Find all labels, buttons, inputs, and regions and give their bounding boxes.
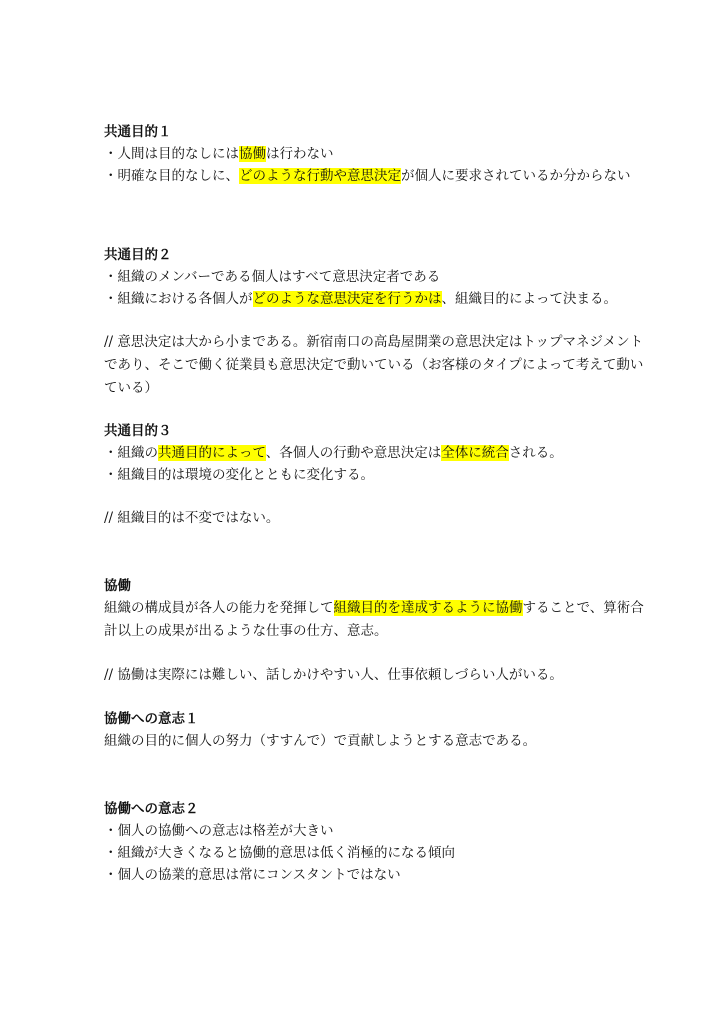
- section-heading: 共通目的１: [104, 124, 172, 140]
- highlighted-text: 共通目的によって: [158, 445, 266, 461]
- bullet-line: ・組織目的は環境の変化とともに変化する。: [104, 467, 374, 483]
- section-heading: 共通目的３: [104, 423, 172, 439]
- text-span: ・明確な目的なしに、: [104, 168, 239, 184]
- bullet-line: [104, 165, 644, 187]
- note-line: ている）: [104, 380, 158, 396]
- note-line: // 組織目的は不変ではない。: [104, 510, 280, 526]
- spacer: [104, 187, 644, 244]
- section-heading: 協働: [104, 578, 131, 594]
- note-line: であり、そこで働く従業員も意思決定で動いている（お客様のタイプによって考えて動い: [104, 357, 644, 373]
- bullet-line: [104, 442, 644, 464]
- highlighted-text: 組織目的を達成するように協働: [333, 600, 523, 616]
- section-heading: 共通目的２: [104, 247, 172, 263]
- spacer: [104, 686, 644, 708]
- spacer: [104, 310, 644, 331]
- text-span: することで、算術合: [522, 600, 644, 616]
- body-line: 計以上の成果が出るような仕事の仕方、意志。: [104, 623, 388, 639]
- body-line: [104, 597, 644, 620]
- text-span: される。: [508, 445, 563, 461]
- bullet-line: ・個人の協働への意志は格差が大きい: [104, 823, 334, 839]
- spacer: [104, 486, 644, 507]
- text-span: 、組織目的によって決まる。: [441, 291, 617, 307]
- highlighted-text: 協働: [239, 146, 266, 162]
- bullet-line: [104, 143, 644, 165]
- bullet-line: [104, 288, 644, 310]
- spacer: [104, 752, 644, 798]
- text-span: 、各個人の行動や意思決定は: [265, 445, 442, 461]
- highlighted-text: 全体に統合: [441, 445, 509, 461]
- text-span: ・組織における各個人が: [104, 291, 253, 307]
- spacer: [104, 529, 644, 575]
- highlighted-text: どのような行動や意思決定: [239, 168, 401, 184]
- section-heading: 協働への意志２: [104, 801, 199, 817]
- spacer: [104, 643, 644, 664]
- text-span: 組織の構成員が各人の能力を発揮して: [104, 600, 334, 616]
- bullet-line: ・組織のメンバーである個人はすべて意思決定者である: [104, 269, 441, 285]
- bullet-line: ・組織が大きくなると協働的意思は低く消極的になる傾向: [104, 845, 455, 861]
- highlighted-text: どのような意思決定を行うかは: [252, 291, 442, 307]
- text-span: ・組織の: [104, 445, 158, 461]
- note-line: // 協働は実際には難しい、話しかけやすい人、仕事依頼しづらい人がいる。: [104, 667, 563, 683]
- text-span: ・人間は目的なしには: [104, 146, 239, 162]
- note-line: // 意思決定は大から小まである。新宿南口の高島屋開業の意思決定はトップマネジメント: [104, 334, 644, 350]
- spacer: [104, 400, 644, 420]
- text-span: が個人に要求されているか分からない: [401, 168, 631, 184]
- document-page: [104, 121, 644, 886]
- bullet-line: ・個人の協業的意思は常にコンスタントではない: [104, 867, 401, 883]
- text-span: は行わない: [266, 146, 334, 162]
- section-heading: 協働への意志１: [104, 711, 199, 727]
- body-line: 組織の目的に個人の努力（すすんで）で貢献しようとする意志である。: [104, 733, 537, 749]
